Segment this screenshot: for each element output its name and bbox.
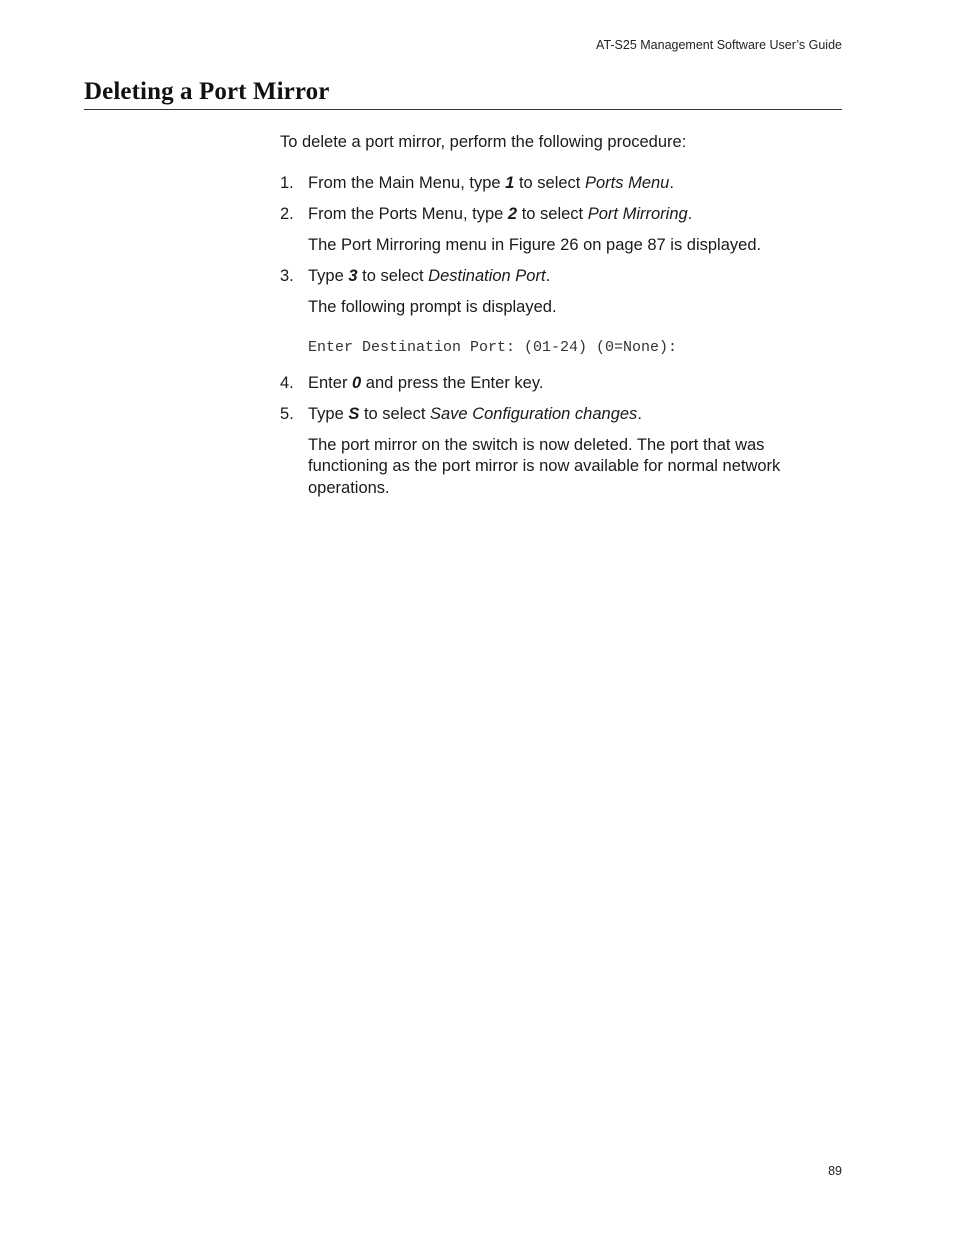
running-header: AT-S25 Management Software User’s Guide (596, 38, 842, 52)
menu-option: Ports Menu (584, 173, 670, 192)
menu-option: Save Configuration changes (430, 405, 638, 423)
step-number: 5. (280, 405, 294, 423)
step-note: The port mirror on the switch is now deleted. The port that was functioning as the port mirror is now available for normal network operations. (308, 435, 781, 497)
section-title: Deleting a Port Mirror (84, 78, 330, 105)
step-text-part: to select (517, 205, 588, 223)
step-text-part: . (669, 173, 674, 192)
step-text-part: Type (308, 267, 349, 285)
step-2 (280, 204, 820, 256)
procedure-content (280, 132, 820, 509)
step-text-part: to select (514, 173, 585, 192)
prompt-code-sample: Enter Destination Port: (01-24) (0=None): (308, 339, 678, 356)
menu-key: S (348, 405, 360, 423)
step-number: 1. (280, 173, 294, 192)
step-text (308, 373, 820, 395)
step-text-part: Enter (308, 373, 353, 392)
step-text-part: From the Ports Menu, type (308, 205, 508, 223)
step-text-part: Type (308, 405, 349, 423)
page-number: 89 (828, 1164, 842, 1178)
menu-key: 0 (352, 373, 362, 392)
step-text (308, 266, 820, 288)
intro-paragraph: To delete a port mirror, perform the following procedure: (280, 133, 687, 151)
step-text (308, 173, 820, 195)
title-rule (84, 109, 842, 110)
step-text-part: to select (359, 405, 430, 423)
menu-key: 3 (348, 267, 358, 285)
step-text-part: . (687, 205, 693, 223)
step-text-part: to select (357, 267, 429, 285)
step-1 (280, 173, 820, 195)
step-5 (280, 404, 820, 499)
menu-key: 2 (507, 205, 518, 223)
step-text-part: . (545, 267, 551, 285)
step-note: The Port Mirroring menu in Figure 26 on page 87 is displayed. (308, 235, 762, 254)
step-3 (280, 266, 820, 359)
menu-option: Destination Port (428, 267, 546, 285)
step-text (308, 404, 820, 426)
step-text-part: and press the Enter key. (361, 373, 544, 392)
procedure-steps (280, 173, 820, 500)
step-text-part: From the Main Menu, type (308, 173, 506, 192)
step-number: 4. (280, 373, 294, 392)
menu-key: 1 (505, 173, 515, 192)
menu-option: Port Mirroring (587, 205, 688, 223)
step-4 (280, 373, 820, 395)
step-text-part: . (637, 405, 642, 423)
step-note: The following prompt is displayed. (308, 297, 557, 316)
step-text (308, 204, 820, 226)
step-number: 3. (280, 267, 294, 285)
step-number: 2. (280, 205, 294, 223)
